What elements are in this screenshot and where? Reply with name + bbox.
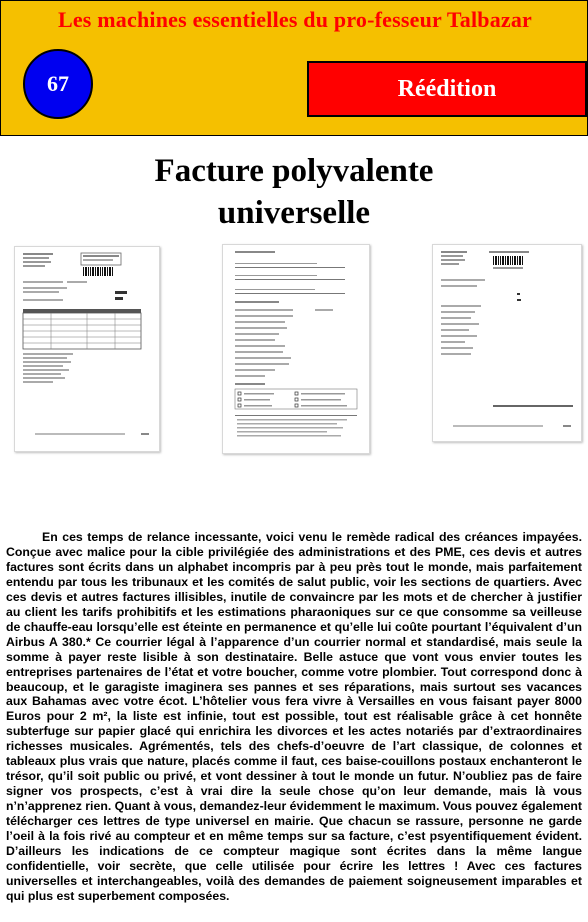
letter-scan-image — [432, 244, 582, 442]
article-title — [0, 150, 588, 234]
invoice-scan-image — [14, 246, 160, 452]
issue-number-badge: 67 — [23, 49, 93, 119]
article-title-line-1: Facture polyvalente — [154, 153, 434, 189]
article-title-line-2: universelle — [217, 195, 371, 231]
article-body: En ces temps de relance incessante, voici venu le remède radical des créances impayées. Conçue avec malice pour la cible privilégiée des administrations et des PME, ces devis et autres factures sont écrits dans un alphabet incompris par à peu près tout le monde, mais parfaitement entendu par tous les tribunaux et les comités de salut public, voir les sections de quartiers. Avec ces devis et autres factures illisibles, inutile de convaincre par les mots et de chercher à justifier au client les tarifs prohibitifs et les estimations pharaoniques sur ce que consomme sa veilleuse de chauffe-eau lorsqu’elle est éteinte en permanence et qu’elle lui coûte pourtant l’équivalent d’un Airbus A 380.* Ce courrier légal à l’apparence d’un courrier normal et standardisé, mais seule la somme à payer reste lisible à son destinataire. Belle astuce que vont vous envier toutes les entreprises partenaires de l’état et votre boucher, comme votre plombier. Tout correspond donc à beaucoup, et le garagiste imaginera ses pannes et ses réparations, mais surtout ses vacances aux Bahamas avec votre écot. L’hôtelier vous fera vivre à Versailles en vous faisant payer 8000 Euros pour 2 m², la liste est infinie, tout est possible, tout est réalisable grâce à cet honnête subterfuge sur papier glacé qui enrichira les divorces et les actes notariés par d’extraordinaires richesses musicales. Agrémentés, tels des chefs-d’oeuvre de l’art classique, de colonnes et tableaux plus vrais que nature, placés comme il faut, ces baise-couillons postaux enchanteront le trésor, qu’il soit public ou privé, et vont dessiner à tout le monde un futur. N’oubliez pas de faire signer vos prospects, c’est à vrai dire la seule chose qu’on leur demande, mais là vous n’n’apprenez rien. Quant à vous, demandez-leur évidemment le maximum. Vous pouvez également télécharger ces lettres de type universel en mairie. Que chacun se rassure, personne ne garde l’oeil à la fois rivé au compteur et en même temps sur sa facture, c’est psyentifiquement évident. D’ailleurs les indications de ce compteur magique sont écrites dans la même langue confidentielle, voir secrète, que celle utilisée pour écrire les lettres ! Avec ces factures universelles et interchangeables, voilà des demandes de paiement soigneusement imparables et qui plus est superbement composées. — [6, 530, 582, 903]
series-title: Les machines essentielles du pro-fesseur Talbazar — [57, 7, 533, 32]
form-scan-image — [222, 244, 370, 454]
header-banner — [0, 0, 588, 136]
edition-label: Réédition — [307, 61, 587, 117]
